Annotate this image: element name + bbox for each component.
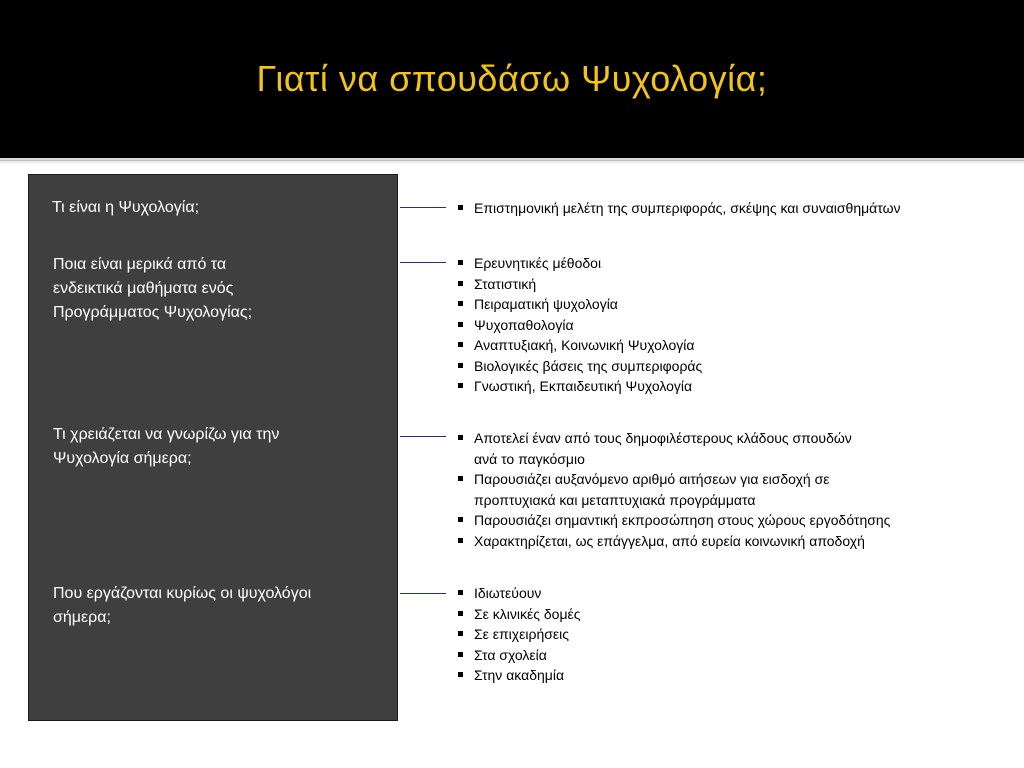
question-where-they-work: Που εργάζονται κυρίως οι ψυχολόγοι σήμερα; [53,585,312,626]
connector-line [400,593,446,594]
list-item: Αναπτυξιακή, Κοινωνική Ψυχολογία [456,335,702,356]
slide-title: Γιατί να σπουδάσω Ψυχολογία; [256,58,768,99]
list-item: Αποτελεί έναν από τους δημοφιλέστερους κλάδους σπουδών ανά το παγκόσμιο [456,428,890,469]
question-what-is-psychology: Τι είναι η Ψυχολογία; [52,199,200,216]
list-item: Στην ακαδημία [456,665,581,686]
title-band [0,0,1024,158]
list-item: Ψυχοπαθολογία [456,315,702,336]
list-item: Παρουσιάζει αυξανόμενο αριθμό αιτήσεων για εισδοχή σε προπτυχιακά και μεταπτυχιακά προγράμματα [456,469,890,510]
list-item: Χαρακτηρίζεται, ως επάγγελμα, από ευρεία κοινωνική αποδοχή [456,531,890,552]
list-item: Στα σχολεία [456,645,581,666]
title-divider [0,161,1024,163]
list-item: Σε επιχειρήσεις [456,624,581,645]
list-item: Επιστημονική μελέτη της συμπεριφοράς, σκέψης και συναισθημάτων [456,198,901,219]
answer-list-workplaces [456,583,581,686]
answer-list-courses [456,253,702,397]
list-item: Ερευνητικές μέθοδοι [456,253,702,274]
list-item: Στατιστική [456,274,702,295]
answer-list-definition [456,198,901,219]
list-item: Βιολογικές βάσεις της συμπεριφοράς [456,356,702,377]
answer-list-today [456,428,890,551]
question-courses: Ποια είναι μερικά από τα ενδεικτικά μαθήματα ενός Προγράμματος Ψυχολογίας; [53,256,253,321]
connector-line [400,436,446,437]
list-item: Πειραματική ψυχολογία [456,294,702,315]
list-item: Παρουσιάζει σημαντική εκπροσώπηση στους χώρους εργοδότησης [456,510,890,531]
list-item: Σε κλινικές δομές [456,604,581,625]
connector-line [400,262,446,263]
list-item: Ιδιωτεύουν [456,583,581,604]
question-psychology-today: Τι χρειάζεται να γνωρίζω για την Ψυχολογία σήμερα; [53,426,280,467]
connector-line [400,207,446,208]
list-item: Γνωστική, Εκπαιδευτική Ψυχολογία [456,376,702,397]
